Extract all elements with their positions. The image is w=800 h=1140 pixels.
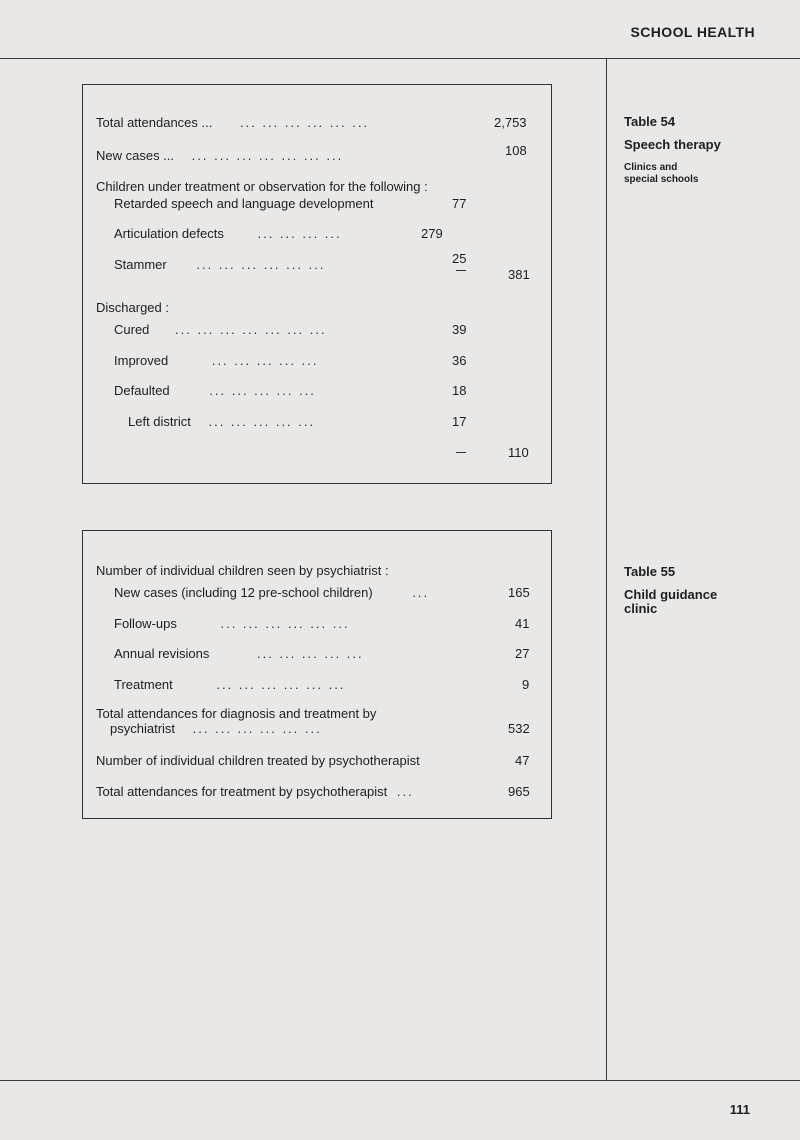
treatment-value: 9 xyxy=(522,677,530,692)
annual-revisions-label: Annual revisions ... ... ... ... ... xyxy=(114,646,364,661)
discharged-heading: Discharged : xyxy=(96,300,169,315)
table-55-title-line2: clinic xyxy=(624,601,658,616)
table-54-subtitle-line1: Clinics and xyxy=(624,162,678,173)
table-54-title: Speech therapy xyxy=(624,137,721,152)
retarded-speech-value: 77 xyxy=(452,196,467,211)
defaulted-value: 18 xyxy=(452,383,467,398)
new-cases-value: 108 xyxy=(505,143,527,158)
total-attendances-value: 2,753 xyxy=(494,115,527,130)
table-55-label: Table 55 xyxy=(624,564,676,579)
annual-revisions-value: 27 xyxy=(515,646,530,661)
page-number: 111 xyxy=(729,1102,750,1117)
total-attendances-label: Total attendances ... ... ... ... ... ... ... xyxy=(96,115,370,130)
discharged-subtotal-dash xyxy=(456,452,466,453)
children-total-value: 381 xyxy=(508,267,530,282)
articulation-defects-label: Articulation defects ... ... ... ... xyxy=(114,226,342,241)
retarded-speech-label: Retarded speech and language development xyxy=(114,196,374,211)
subtotal-dash xyxy=(456,270,466,271)
column-divider xyxy=(606,58,607,1081)
improved-value: 36 xyxy=(452,353,467,368)
total-psychotherapist-value: 965 xyxy=(508,784,530,799)
treated-by-psychotherapist-value: 47 xyxy=(515,753,530,768)
table-54-subtitle-line2: special schools xyxy=(624,174,699,185)
left-district-value: 17 xyxy=(452,414,467,429)
treated-by-psychotherapist-label: Number of individual children treated by psychotherapist xyxy=(96,753,420,768)
total-diagnosis-label-line1: Total attendances for diagnosis and treatment by xyxy=(96,706,377,721)
follow-ups-label: Follow-ups ... ... ... ... ... ... xyxy=(114,616,350,631)
improved-label: Improved ... ... ... ... ... xyxy=(114,353,319,368)
running-header: SCHOOL HEALTH xyxy=(630,24,755,40)
cured-label: Cured ... ... ... ... ... ... ... xyxy=(114,322,327,337)
articulation-defects-value: 279 xyxy=(421,226,443,241)
table-54-label: Table 54 xyxy=(624,114,676,129)
cured-value: 39 xyxy=(452,322,467,337)
new-cases-label: New cases ... ... ... ... ... ... ... ... xyxy=(96,148,344,163)
top-rule xyxy=(0,58,800,59)
seen-by-psychiatrist-heading: Number of individual children seen by psychiatrist : xyxy=(96,563,389,578)
total-psychotherapist-label: Total attendances for treatment by psychotherapist ... xyxy=(96,784,414,799)
stammer-label: Stammer ... ... ... ... ... ... xyxy=(114,257,326,272)
children-under-treatment-heading: Children under treatment or observation for the following : xyxy=(96,179,428,194)
treatment-label: Treatment ... ... ... ... ... ... xyxy=(114,677,346,692)
stammer-value: 25 xyxy=(452,251,467,266)
new-cases-psychiatrist-value: 165 xyxy=(508,585,530,600)
follow-ups-value: 41 xyxy=(515,616,530,631)
table-55-title-line1: Child guidance xyxy=(624,587,718,602)
defaulted-label: Defaulted ... ... ... ... ... xyxy=(114,383,316,398)
bottom-rule xyxy=(0,1080,800,1081)
left-district-label: Left district ... ... ... ... ... xyxy=(128,414,316,429)
discharged-total-value: 110 xyxy=(508,445,529,460)
total-diagnosis-value: 532 xyxy=(508,721,530,736)
new-cases-psychiatrist-label: New cases (including 12 pre-school children) ... xyxy=(114,585,430,600)
total-diagnosis-label-line2: psychiatrist ... ... ... ... ... ... xyxy=(110,721,322,736)
